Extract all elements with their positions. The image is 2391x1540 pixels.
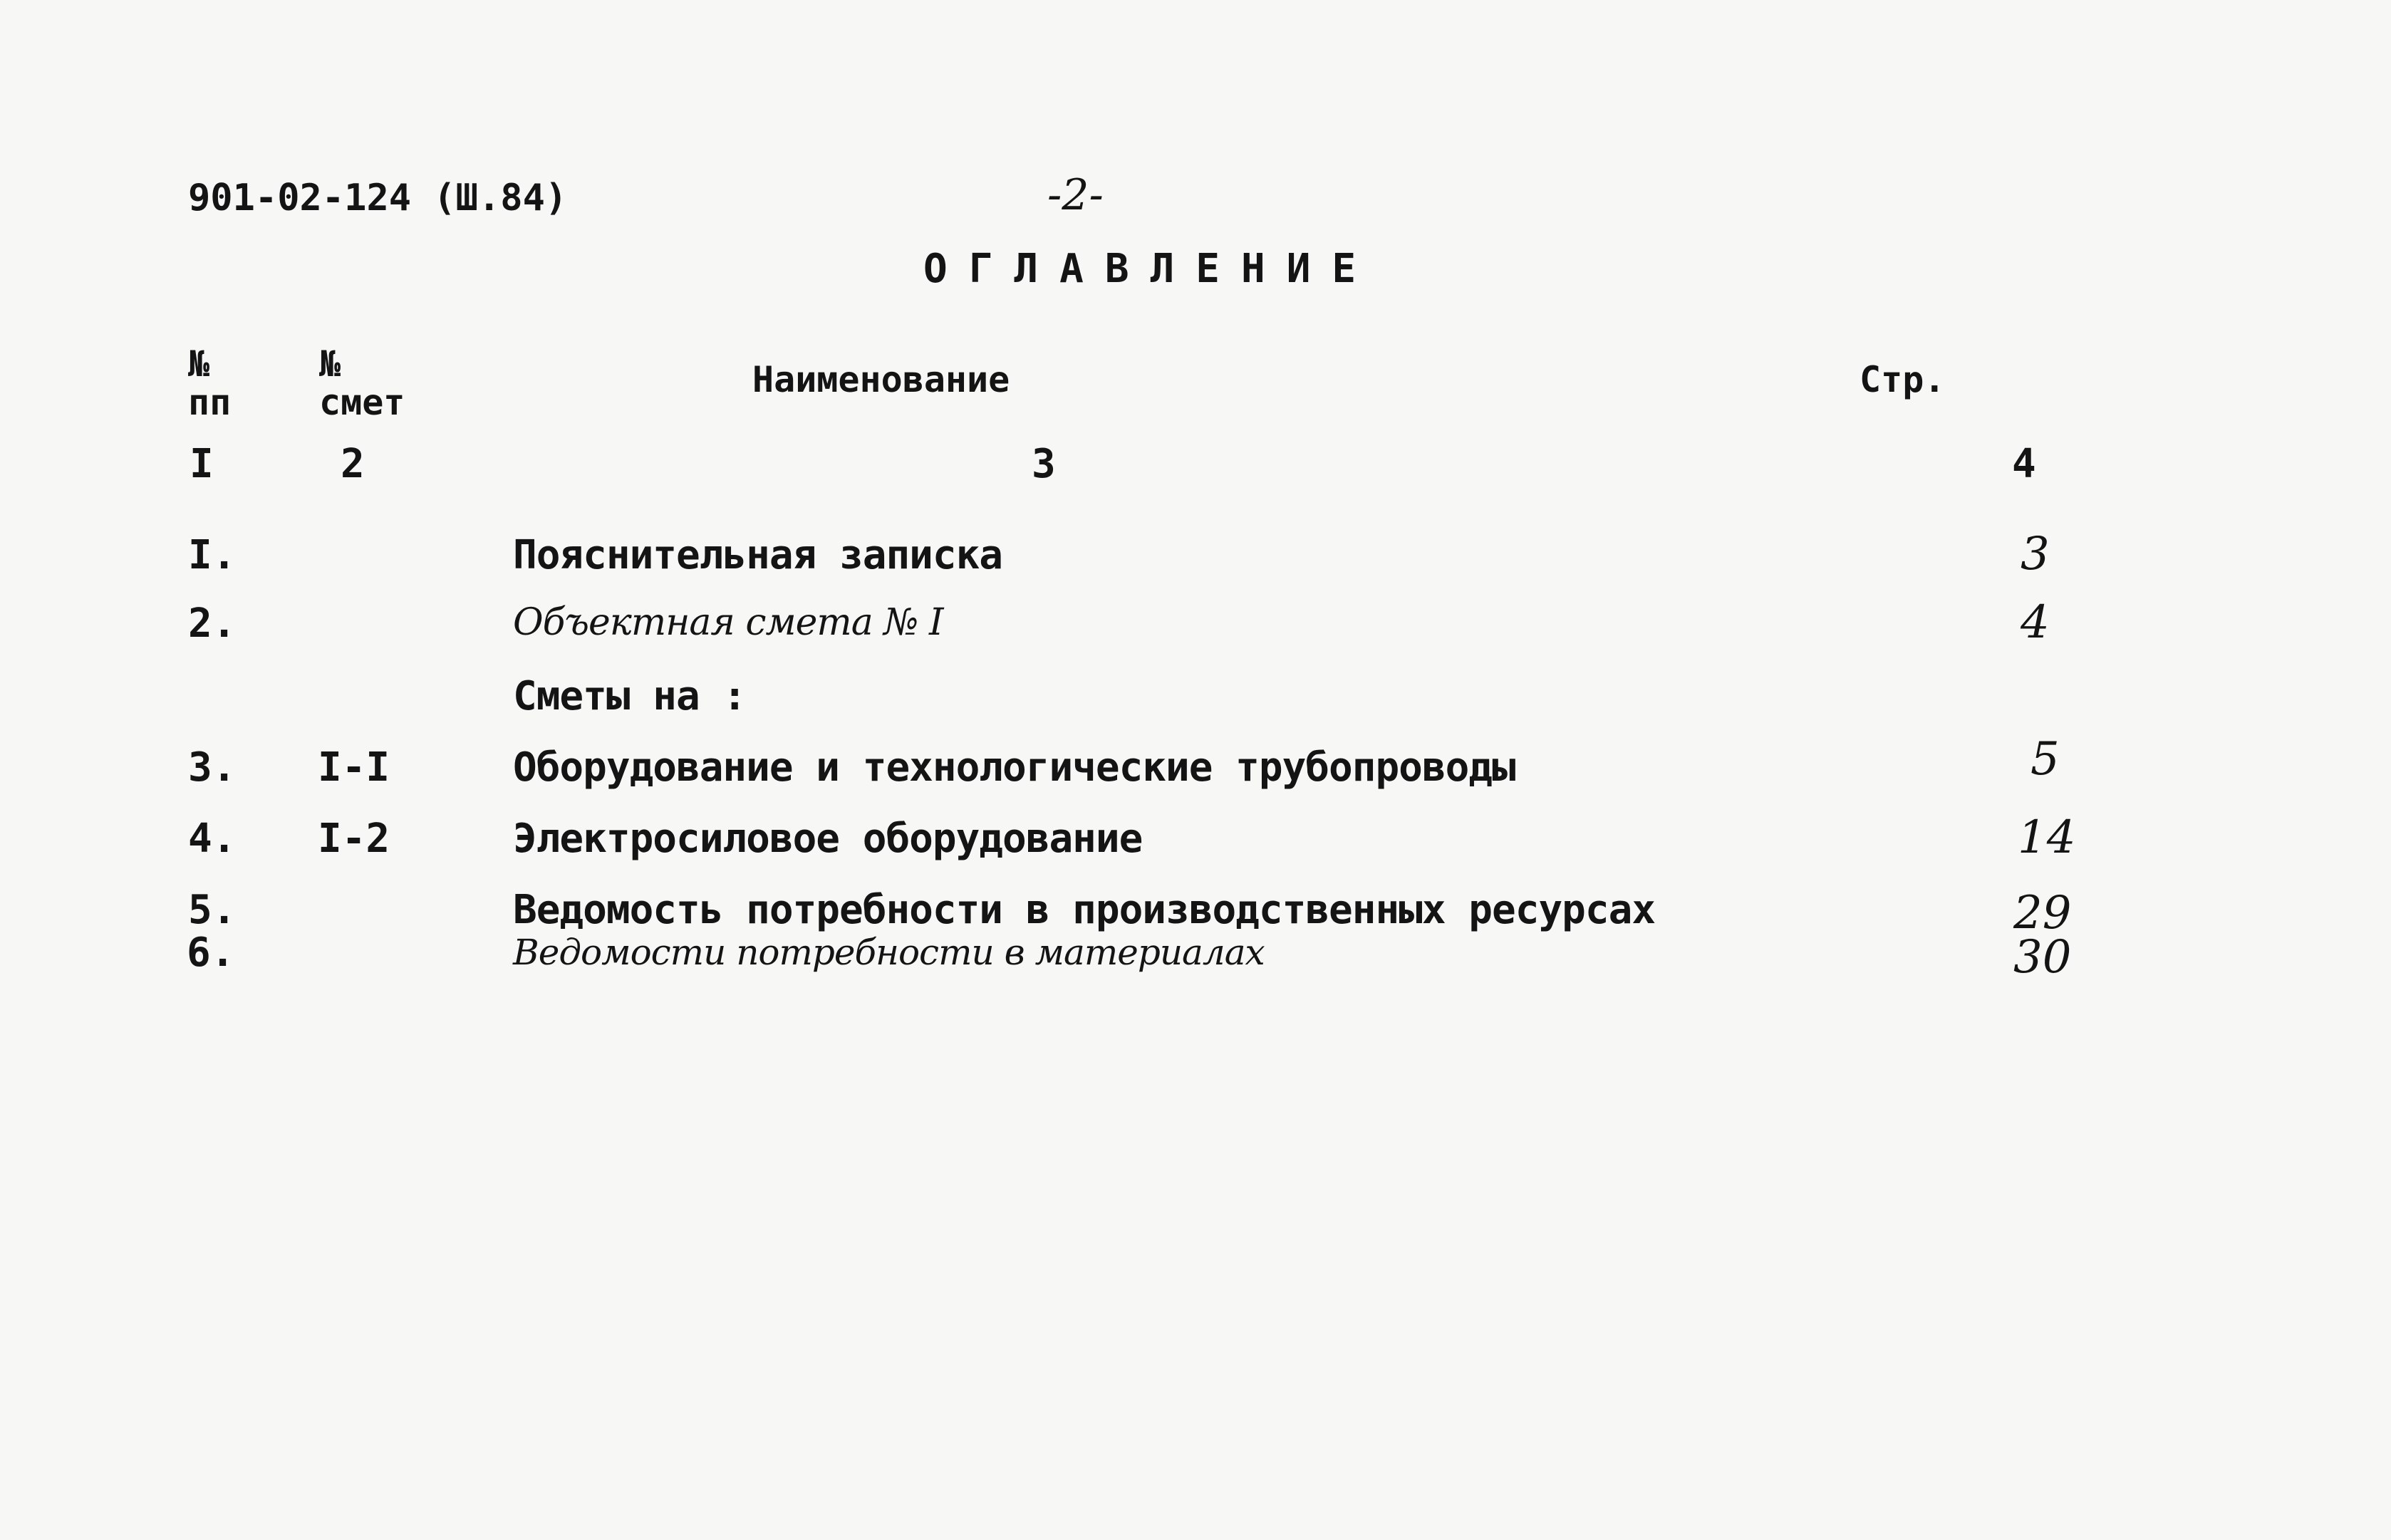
row-page: 29 [2013,887,2072,940]
row-number: 6. [187,930,235,976]
column-number-3: 3 [1032,441,1056,487]
header-page: Стр. [1860,359,1946,400]
row-number: 2. [188,600,237,647]
header-smeta-sign: № [319,343,341,385]
row-name: Объектная смета № I [513,601,943,644]
document-code: 901-02-124 (Ш.84) [188,177,568,219]
header-num-sign: № [188,343,210,385]
column-number-4: 4 [2012,441,2036,487]
row-name: Оборудование и технологические трубопроводы [513,744,1515,791]
header-name: Наименование [752,359,1010,400]
row-page: 5 [2030,733,2060,786]
row-page: 30 [2013,931,2072,984]
column-number-2: 2 [341,441,365,487]
row-number: 3. [188,744,237,791]
row-number: I. [188,532,237,578]
row-name: Электросиловое оборудование [513,816,1143,862]
row-name: Ведомости потребности в материалах [513,932,1265,973]
row-number: 4. [188,816,237,862]
row-page: 14 [2018,811,2076,864]
row-name: Ведомость потребности в производственных ресурсах [513,887,1656,933]
page-number: -2- [1047,170,1104,220]
page-title: ОГЛАВЛЕНИЕ [923,246,1378,292]
header-smet: смет [319,382,405,423]
row-name: Пояснительная записка [513,532,1003,578]
header-pp: пп [188,382,232,423]
row-number: 5. [188,887,237,933]
section-label: Сметы на : [513,673,747,719]
row-page: 3 [2021,528,2050,581]
row-smeta: I-I [318,744,390,791]
row-page: 4 [2021,596,2050,649]
row-smeta: I-2 [318,816,390,862]
column-number-1: I [190,441,214,487]
